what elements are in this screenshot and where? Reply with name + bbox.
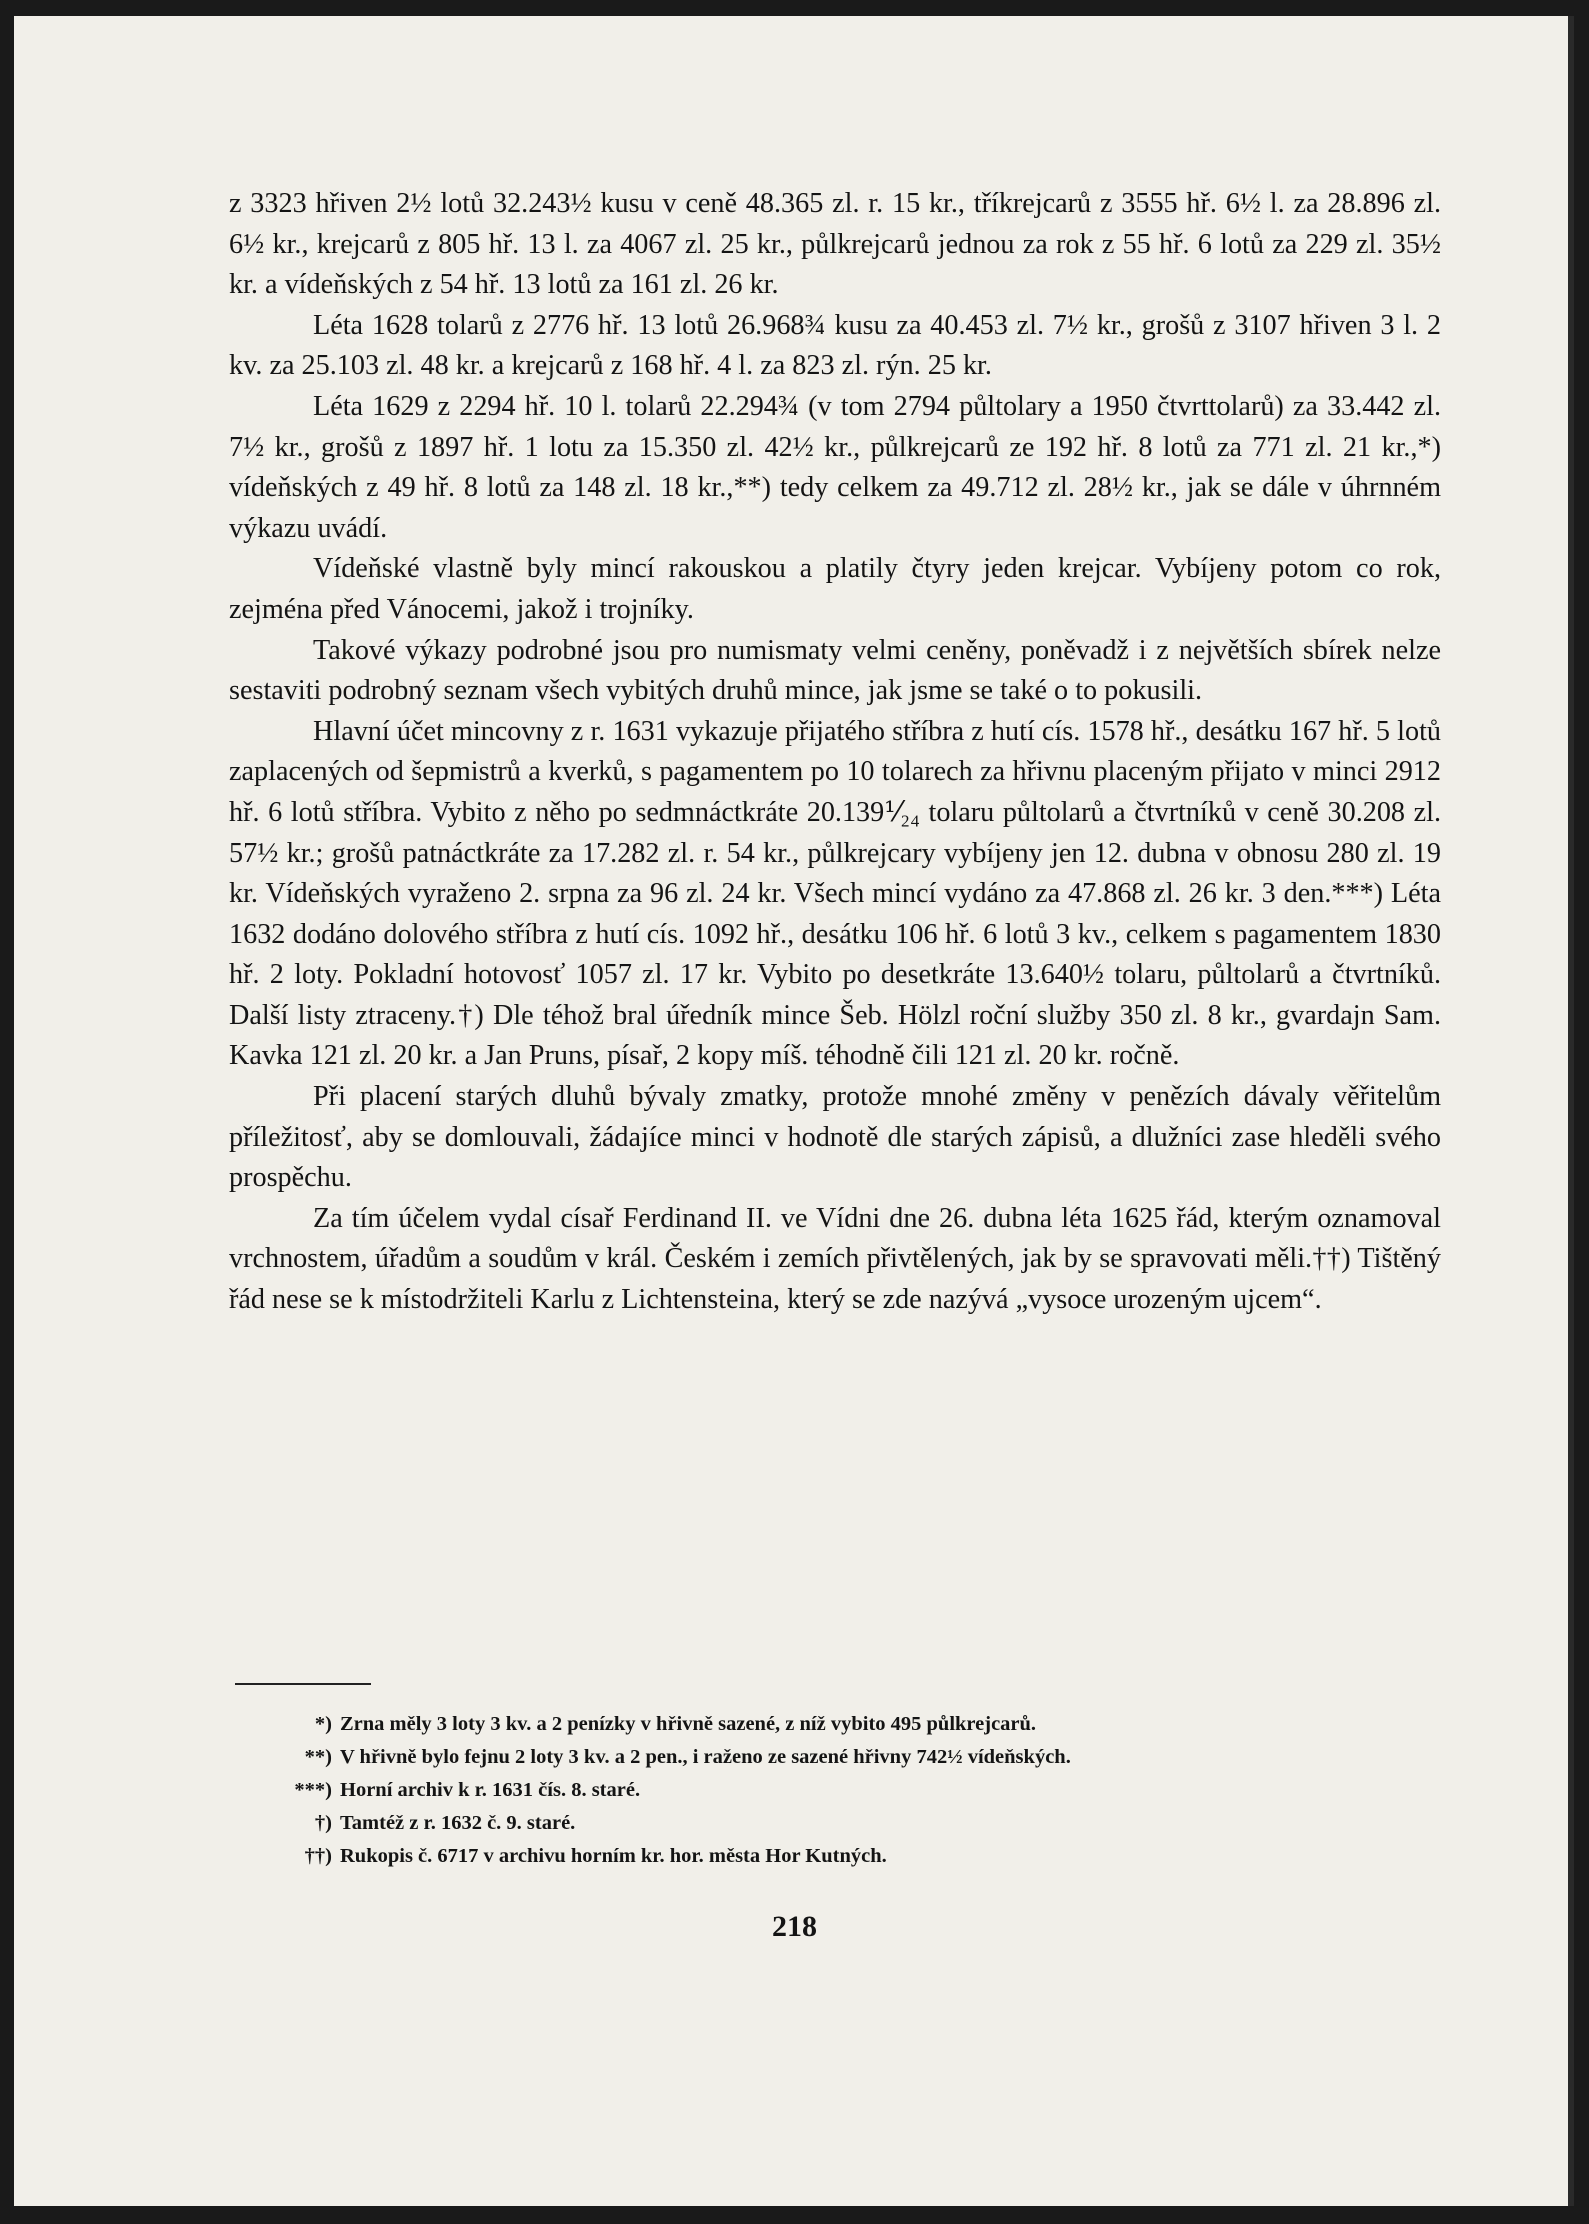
footnote-mark: †) — [314, 1812, 332, 1834]
footnote-text: Tamtéž z r. 1632 č. 9. staré. — [340, 1812, 576, 1834]
footnote-mark: *) — [314, 1713, 332, 1735]
paragraph: Léta 1629 z 2294 hř. 10 l. tolarů 22.294¾ (v tom 2794 půltolary a 1950 čtvrttolarů) za 33.442 zl. 7½ kr., grošů z 1897 hř. 1 lotu za 15.350 zl. 42½ kr., půlkrejcarů ze 192 hř. 8 lotů za 771 zl. 21 kr.,*) vídeňských z 49 hř. 8 lotů za 148 zl. 18 kr.,**) tedy celkem za 49.712 zl. 28½ kr., jak se dále v úhrnném výkazu uvádí. — [229, 390, 1441, 544]
footnotes — [250, 1708, 1450, 1873]
body-text — [229, 184, 1441, 1321]
footnote-text: Zrna měly 3 loty 3 kv. a 2 penízky v hřivně sazené, z níž vybito 495 půlkrejcarů. — [340, 1713, 1037, 1735]
page-number: 218 — [772, 1910, 817, 1943]
paragraph: Vídeňské vlastně byly mincí rakouskou a platily čtyry jeden krejcar. Vybíjeny potom co rok, zejména před Vánocemi, jakož i trojníky. — [229, 553, 1441, 625]
paragraph: z 3323 hřiven 2½ lotů 32.243½ kusu v ceně 48.365 zl. r. 15 kr., tříkrejcarů z 3555 hř. 6½ l. za 28.896 zl. 6½ kr., krejcarů z 805 hř. 13 l. za 4067 zl. 25 kr., půlkrejcarů jednou za rok z 55 hř. 6 lotů za 229 zl. 35½ kr. a vídeňských z 54 hř. 13 lotů za 161 zl. 26 kr. — [229, 188, 1441, 301]
paragraph: Léta 1628 tolarů z 2776 hř. 13 lotů 26.968¾ kusu za 40.453 zl. 7½ kr., grošů z 3107 hřiven 3 l. 2 kv. za 25.103 zl. 48 kr. a krejcarů z 168 hř. 4 l. za 823 zl. rýn. 25 kr. — [229, 309, 1441, 382]
paragraph: Při placení starých dluhů bývaly zmatky, protože mnohé změny v penězích dávaly věřitelům příležitosť, aby se domlouvali, žádajíce minci v hodnotě dle starých zápisů, a dlužníci zase hleděli svého prospěchu. — [229, 1081, 1441, 1194]
footnote — [250, 1708, 1450, 1741]
paragraph: Za tím účelem vydal císař Ferdinand II. ve Vídni dne 26. dubna léta 1625 řád, kterým oznamoval vrchnostem, úřadům a soudům v král. Českém i zemích přivtělených, jak by se spravovati měli.††) Tištěný řád nese se k místodržiteli Karlu z Lichtensteina, který se zde nazývá „vysoce urozeným ujcem“. — [229, 1202, 1441, 1316]
book-page — [14, 16, 1574, 2206]
footnote-mark: **) — [304, 1746, 332, 1768]
paragraph: Hlavní účet mincovny z r. 1631 vykazuje přijatého stříbra z hutí cís. 1578 hř., desátku 167 hř. 5 lotů zaplacených od šepmistrů a kverků, s pagamentem po 10 tolarech za hřivnu placeným přijato v minci 2912 hř. 6 lotů stříbra. Vybito z něho po sedmnáctkráte 20.139⅟₂₄ tolaru půltolarů a čtvrtníků v ceně 30.208 zl. 57½ kr.; grošů patnáctkráte za 17.282 zl. r. 54 kr., půlkrejcary vybíjeny jen 12. dubna v obnosu 280 zl. 19 kr. Vídeňských vyraženo 2. srpna za 96 zl. 24 kr. Všech mincí vydáno za 47.868 zl. 26 kr. 3 den.***) Léta 1632 dodáno dolového stříbra z hutí cís. 1092 hř., desátku 106 hř. 6 lotů 3 kv., celkem s pagamentem 1830 hř. 2 loty. Pokladní hotovosť 1057 zl. 17 kr. Vybito po desetkráte 13.640½ tolaru, půltolarů a čtvrtníků. Další listy ztraceny.†) Dle téhož bral úředník mince Šeb. Hölzl roční služby 350 zl. 8 kr., gvardajn Sam. Kavka 121 zl. 20 kr. a Jan Pruns, písař, 2 kopy míš. téhodně čili 121 zl. 20 kr. ročně. — [229, 715, 1441, 1072]
footnote-text: Rukopis č. 6717 v archivu horním kr. hor. města Hor Kutných. — [340, 1845, 887, 1867]
footnote-text: Horní archiv k r. 1631 čís. 8. staré. — [340, 1779, 641, 1801]
footnote-mark: ***) — [294, 1779, 332, 1801]
footnote — [250, 1807, 1450, 1840]
footnote — [250, 1840, 1450, 1873]
footnote-mark: ††) — [304, 1845, 332, 1867]
footnote — [250, 1741, 1450, 1774]
footnote-text: V hřivně bylo fejnu 2 loty 3 kv. a 2 pen., i raženo ze sazené hřivny 742½ vídeňských. — [340, 1746, 1071, 1768]
paragraph: Takové výkazy podrobné jsou pro numismaty velmi ceněny, poněvadž i z největších sbírek nelze sestaviti podrobný seznam všech vybitých druhů mince, jak jsme se také o to pokusili. — [229, 634, 1441, 707]
footnote — [250, 1774, 1450, 1807]
footnote-divider — [235, 1683, 371, 1685]
